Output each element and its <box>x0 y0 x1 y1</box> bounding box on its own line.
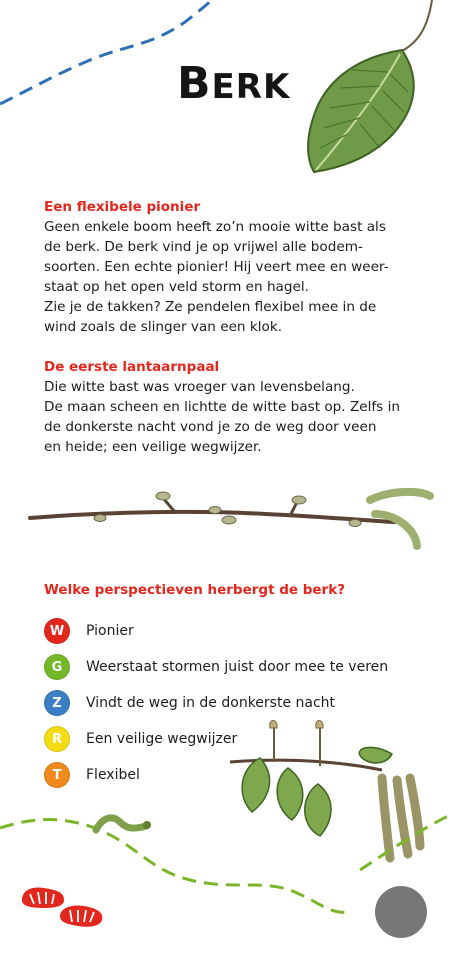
perspective-label: Pionier <box>86 623 134 639</box>
paragraph-line: Die witte bast was vroeger van levensbelang. <box>44 379 355 395</box>
paragraph-line: soorten. Een echte pionier! Hij veert mee en weer- <box>44 259 389 275</box>
paragraph-line: De maan scheen en lichtte de witte bast op. Zelfs in <box>44 399 400 415</box>
list-item <box>44 685 404 721</box>
perspective-badge-w: W <box>44 618 70 644</box>
paragraph-line: Geen enkele boom heeft zo’n mooie witte bast als <box>44 219 386 235</box>
section-heading: De eerste lantaarnpaal <box>44 359 220 375</box>
perspective-badge-r: R <box>44 726 70 752</box>
perspective-badge-z: Z <box>44 690 70 716</box>
section-flexibele-pionier <box>44 197 414 337</box>
perspective-badge-g: G <box>44 654 70 680</box>
perspectives-question: Welke perspectieven herbergt de berk? <box>44 582 346 598</box>
perspective-label: Weerstaat stormen juist door mee te veren <box>86 659 389 675</box>
caterpillar-icon <box>92 808 152 838</box>
paragraph-line: de berk. De berk vind je op vrijwel alle bodem- <box>44 239 363 255</box>
perspective-label: Vindt de weg in de donkerste nacht <box>86 695 336 711</box>
paragraph-line: en heide; een veilige wegwijzer. <box>44 439 262 455</box>
section-heading: Een flexibele pionier <box>44 199 201 215</box>
paragraph-line: staat op het open veld storm en hagel. <box>44 279 309 295</box>
page-title: BERK <box>177 58 291 109</box>
perspective-badge-t: T <box>44 762 70 788</box>
list-item <box>44 613 404 649</box>
birch-twig-illustration <box>25 478 445 558</box>
footprints-icon <box>18 882 108 932</box>
list-item <box>44 649 404 685</box>
paragraph-line: Zie je de takken? Ze pendelen flexibel mee in de <box>44 299 377 315</box>
paragraph-line: wind zoals de slinger van een klok. <box>44 319 283 335</box>
section-eerste-lantaarnpaal <box>44 357 414 457</box>
birch-leaf-illustration <box>300 0 440 180</box>
perspective-label: Flexibel <box>86 767 140 783</box>
paragraph-line: de donkerste nacht vond je zo de weg door veen <box>44 419 377 435</box>
perspective-label: Een veilige wegwijzer <box>86 731 238 747</box>
grey-circle <box>375 886 427 938</box>
